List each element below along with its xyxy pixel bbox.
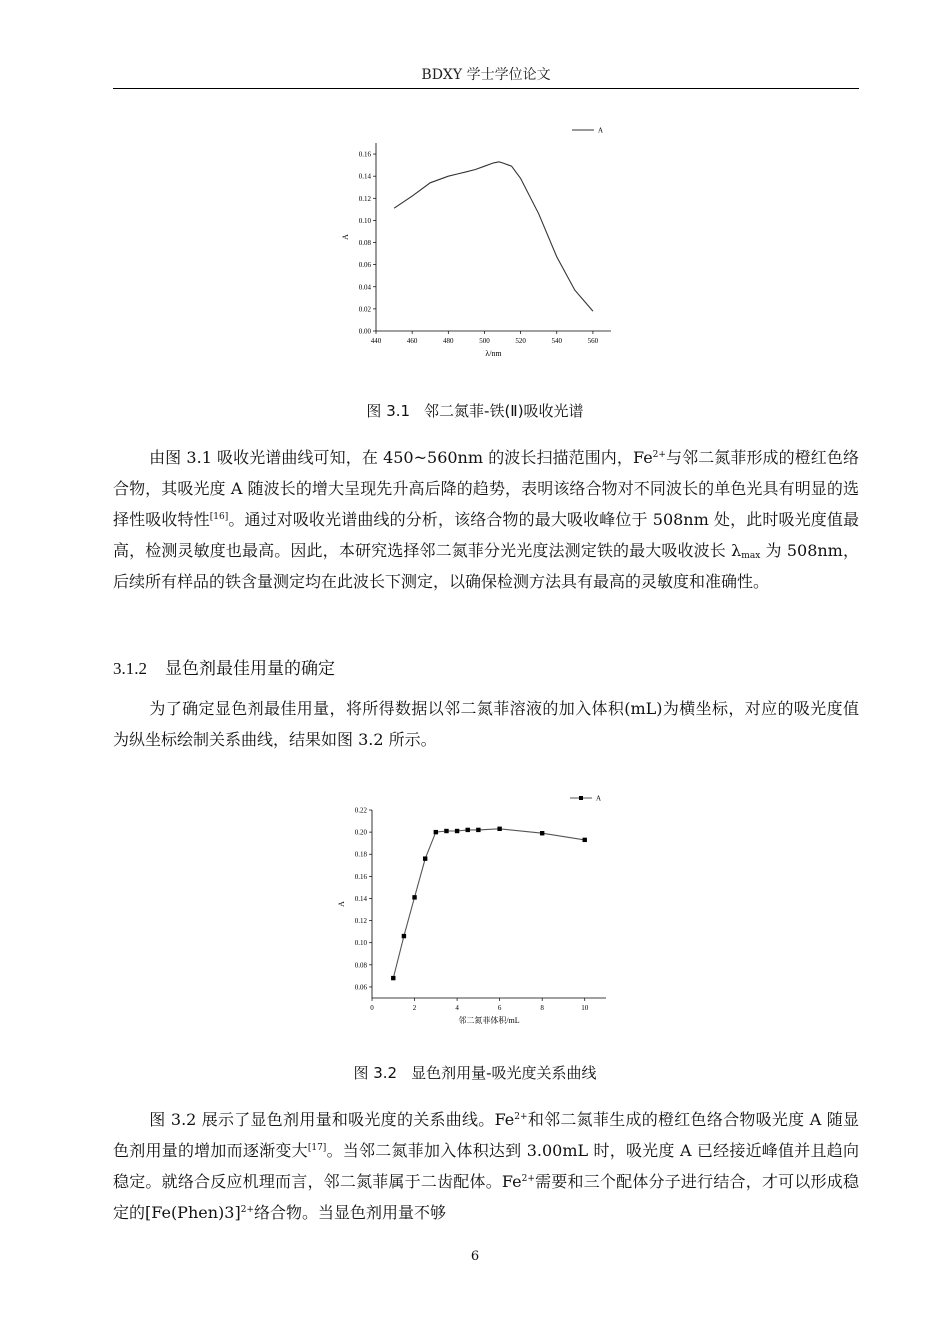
paragraph-reagent-intro: 为了确定显色剂最佳用量，将所得数据以邻二氮菲溶液的加入体积(mL)为横坐标，对应的吸光度值为纵坐标绘制关系曲线，结果如图 3.2 所示。	[113, 699, 859, 749]
data-point	[476, 828, 480, 832]
caption-number: 图 3.1	[366, 402, 411, 420]
x-tick-label: 8	[540, 1004, 544, 1012]
data-point	[466, 828, 470, 832]
caption-number: 图 3.2	[353, 1064, 398, 1082]
x-tick-label: 10	[581, 1004, 589, 1012]
y-tick-label: 0.06	[354, 983, 367, 992]
x-tick-label: 480	[443, 337, 454, 345]
y-axis-label: A	[341, 234, 350, 240]
legend-label: A	[596, 794, 602, 803]
x-tick-label: 540	[551, 337, 563, 345]
y-tick-label: 0.20	[354, 828, 367, 837]
data-point	[391, 976, 395, 980]
data-point	[455, 829, 459, 833]
y-tick-label: 0.06	[358, 261, 371, 270]
x-tick-label: 560	[587, 337, 599, 345]
y-tick-label: 0.12	[358, 194, 371, 203]
y-tick-label: 0.14	[358, 172, 371, 181]
reagent-dosage-chart	[330, 786, 620, 1036]
figure-3-1-caption	[0, 400, 950, 421]
x-tick-label: 460	[406, 337, 418, 345]
section-number: 3.1.2	[113, 659, 147, 678]
x-axis-label: 邻二氮菲体积/mL	[458, 1016, 520, 1025]
y-tick-label: 0.18	[354, 850, 367, 859]
page-number: 6	[470, 1249, 480, 1264]
section-title: 显色剂最佳用量的确定	[165, 659, 335, 679]
data-point	[434, 830, 438, 834]
x-tick-label: 520	[515, 337, 526, 345]
legend-marker	[579, 796, 583, 800]
figure-3-2-caption	[0, 1062, 950, 1083]
x-tick-label: 0	[370, 1004, 374, 1012]
data-point	[444, 829, 448, 833]
header-rule	[113, 88, 859, 89]
paragraph-spectrum-analysis: 由图 3.1 吸收光谱曲线可知，在 450~560nm 的波长扫描范围内，$Fe^{2+}$与邻二氮菲形成的橙红色络合物，其吸光度 A 随波长的增大呈现先升高后降的趋势，表明该络合物对不同波长的单色光具有明显的选择性吸收特性[16]。通过对吸收光谱曲线的分析，该络合物的最大吸收峰位于 508nm 处，此时吸光度值最高，检测灵敏度也最高。因此，本研究选择邻二氮菲分光光度法测定铁的最大吸收波长 $\lambda_{max}$ 为 508nm，后续所有样品的铁含量测定均在此波长下测定，以确保检测方法具有最高的灵敏度和准确性。	[113, 448, 859, 591]
y-tick-label: 0.10	[354, 939, 367, 948]
x-tick-label: 500	[479, 337, 490, 345]
legend-label: A	[598, 126, 604, 135]
y-tick-label: 0.12	[354, 917, 367, 926]
section-heading	[113, 654, 335, 679]
y-tick-label: 0.02	[358, 305, 371, 314]
y-tick-label: 0.10	[358, 216, 371, 225]
data-point	[583, 838, 587, 842]
x-tick-label: 6	[497, 1004, 502, 1012]
y-axis-label: A	[337, 901, 346, 907]
data-point	[423, 856, 427, 860]
y-tick-label: 0.04	[358, 283, 371, 292]
y-tick-label: 0.16	[358, 150, 371, 159]
absorption-spectrum-chart	[330, 118, 620, 368]
data-point	[402, 934, 406, 938]
caption-title: 邻二氮菲-铁(Ⅱ)吸收光谱	[424, 402, 584, 420]
y-tick-label: 0.22	[354, 806, 367, 815]
data-point	[540, 831, 544, 835]
x-tick-label: 4	[455, 1004, 459, 1012]
y-tick-label: 0.00	[358, 327, 371, 336]
data-point	[412, 895, 416, 899]
x-tick-label: 2	[412, 1004, 417, 1012]
paragraph-reagent-discussion: 图 3.2 展示了显色剂用量和吸光度的关系曲线。$Fe^{2+}$和邻二氮菲生成的橙红色络合物吸光度 A 随显色剂用量的增加而逐渐变大[17]。当邻二氮菲加入体积达到 3.00mL 时，吸光度 A 已经接近峰值并且趋向稳定。就络合反应机理而言，邻二氮菲属于二齿配体。$Fe^{2+}$需要和三个配体分子进行结合，才可以形成稳定的[Fe(Phen)3]$^{2+}$络合物。当显色剂用量不够	[113, 1110, 859, 1222]
y-tick-label: 0.08	[354, 961, 367, 970]
y-tick-label: 0.08	[358, 239, 371, 248]
caption-title: 显色剂用量-吸光度关系曲线	[411, 1064, 597, 1082]
data-point	[497, 827, 501, 831]
y-tick-label: 0.14	[354, 894, 367, 903]
y-tick-label: 0.16	[354, 872, 367, 881]
series-line	[393, 829, 584, 978]
x-tick-label: 440	[370, 337, 382, 345]
running-header: BDXY 学士学位论文	[421, 67, 551, 83]
series-line	[394, 162, 593, 311]
x-axis-label: λ/nm	[485, 349, 502, 358]
